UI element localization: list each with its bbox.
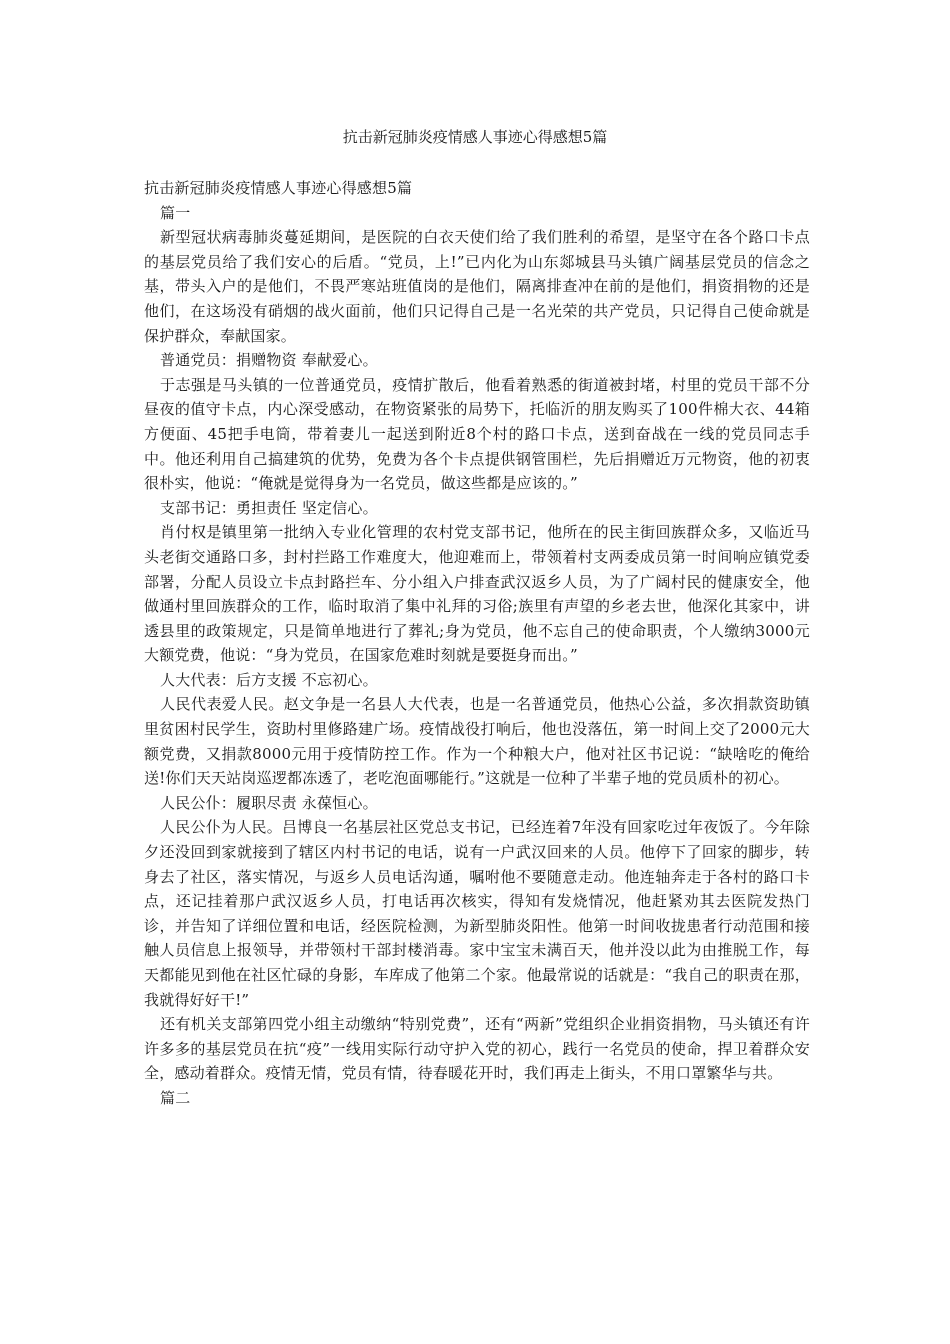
paragraph-public-servant: 人民公仆为人民。吕博良一名基层社区党总支书记，已经连着7年没有回家吃过年夜饭了。今年除夕还没回到家就接到了辖区内村书记的电话，说有一户武汉回来的人员。他停下了回家的脚步，转身去了社区，落实情况，与返乡人员电话沟通，嘱咐他不要随意走动。他连轴奔走于各村的路口卡点，还记挂着那户武汉返乡人员，打电话再次核实，得知有发烧情况，他赶紧劝其去医院发热门诊，并告知了详细位置和电话，经医院检测，为新型肺炎阳性。他第一时间收拢患者行动范围和接触人员信息上报领导，并带领村干部封楼消毒。家中宝宝未满百天，他并没以此为由推脱工作，每天都能见到他在社区忙碌的身影，车库成了他第二个家。他最常说的话就是：“我自己的职责在那，我就得好好干!” xyxy=(144,818,810,1009)
subheading-deputy: 人大代表：后方支援 不忘初心。 xyxy=(160,670,378,689)
paragraph-intro: 新型冠状病毒肺炎蔓延期间，是医院的白衣天使们给了我们胜利的希望，是坚守在各个路口卡点的基层党员给了我们安心的后盾。“党员，上!”已内化为山东郯城县马头镇广阔基层党员的信念之基，带头入户的是他们，不畏严寒站班值岗的是他们，隔离排查冲在前的是他们，捐资捐物的还是他们，在这场没有硝烟的战火面前，他们只记得自己是一名光荣的共产党员，只记得自己使命就是保护群众，奉献国家。 xyxy=(144,228,810,345)
paragraph-closing: 还有机关支部第四党小组主动缴纳“特别党费”，还有“两新”党组织企业捐资捐物，马头镇还有许许多多的基层党员在抗“疫”一线用实际行动守护入党的初心，践行一名党员的使命，捍卫着群众安全，感动着群众。疫情无情，党员有情，待春暖花开时，我们再走上街头，不用口罩繁华与共。 xyxy=(144,1015,810,1083)
section-label-1: 篇一 xyxy=(160,203,191,222)
paragraph-ordinary-member: 于志强是马头镇的一位普通党员，疫情扩散后，他看着熟悉的街道被封堵，村里的党员干部不分昼夜的值守卡点，内心深受感动，在物资紧张的局势下，托临沂的朋友购买了100件棉大衣、44箱方便面、45把手电筒，带着妻儿一起送到附近8个村的路口卡点，送到奋战在一线的党员同志手中。他还利用自己搞建筑的优势，免费为各个卡点提供钢管围栏，先后捐赠近万元物资，他的初衷很朴实，他说：“俺就是觉得身为一名党员，做这些都是应该的。” xyxy=(144,375,810,493)
document-title: 抗击新冠肺炎疫情感人事迹心得感想5篇 xyxy=(342,128,608,146)
paragraph-branch-secretary: 肖付权是镇里第一批纳入专业化管理的农村党支部书记，他所在的民主街回族群众多，又临近马头老街交通路口多，封村拦路工作难度大，他迎难而上，带领着村支两委成员第一时间响应镇党委部署，分配人员设立卡点封路拦车、分小组入户排查武汉返乡人员，为了广阔村民的健康安全，他做通村里回族群众的工作，临时取消了集中礼拜的习俗;族里有声望的乡老去世，他深化其家中，讲透县里的政策规定，只是简单地进行了葬礼;身为党员，他不忘自己的使命职责，个人缴纳3000元大额党费，他说：“身为党员，在国家危难时刻就是要挺身而出。” xyxy=(144,523,810,665)
document-heading: 抗击新冠肺炎疫情感人事迹心得感想5篇 xyxy=(144,179,413,197)
subheading-public-servant: 人民公仆：履职尽责 永葆恒心。 xyxy=(160,793,378,812)
subheading-ordinary-member: 普通党员：捐赠物资 奉献爱心。 xyxy=(160,351,378,370)
document-body xyxy=(144,176,810,1111)
paragraph-deputy: 人民代表爱人民。赵文争是一名县人大代表，也是一名普通党员，他热心公益，多次捐款资助镇里贫困村民学生，资助村里修路建广场。疫情战役打响后，他也没落伍，第一时间上交了2000元大额党费，又捐款8000元用于疫情防控工作。作为一个种粮大户，他对社区书记说：“缺啥吃的俺给送!你们天天站岗巡逻都冻透了，老吃泡面哪能行。”这就是一位种了半辈子地的党员质朴的初心。 xyxy=(144,695,810,788)
subheading-branch-secretary: 支部书记：勇担责任 坚定信心。 xyxy=(160,498,378,517)
section-label-2: 篇二 xyxy=(160,1088,191,1107)
